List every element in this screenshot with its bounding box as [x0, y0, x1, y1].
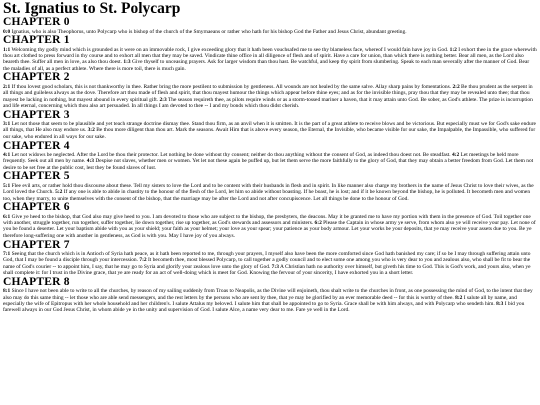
verse-text: A Christian hath no authority over himself, but giveth his time to God. This is God's work, and yours also, when ye shall complete it: for I trust in the Divine grace, that ye are ready for an act of well-doing which is meet for God. Knowing the fervour of your sincerity, I have exhorted you in a short letter.	[3, 263, 531, 276]
verse-text: It becometh thee, most blessed Polycarp, to call together a godly council and to elect some one among you who is very dear to you and zealous also, who shall be fit to bear the name of God's courier -- to appoint him, I say, that he may go to Syria and glorify your zealous love unto the glory of God.	[3, 257, 531, 270]
chapter-section	[3, 171, 537, 201]
verse-text: Please the Captain in whose army ye serve, from whom also ye will receive your pay. Let none of you be found a deserter. Let your baptism abide with you as your shield; your faith as your helmet; your love as your spear; your patience as your body armour. Let your works be your deposits, that ye may receive your assets due to you. Be ye therefore long-suffering one with another in gentleness, as God is with you. May I have joy of you always.	[3, 220, 536, 239]
chapter-text	[3, 251, 537, 276]
verse-text: Be thou more diligent than thou art. Mark the seasons. Await Him that is above every season, the Eternal, the Invisible, who became visible for our sake, the Impalpable, the Impassible, who suffered for our sake, who endured in all ways for our sake.	[3, 127, 536, 140]
verse-text: Be thou prudent as the serpent in all things and guileless always as the dove. Therefore art thou made of flesh and spirit, that thou mayest humour the things which appear before thine eyes; and as for the invisible things, pray thou that they may be revealed unto thee; that thou mayest be lacking in nothing, but mayest abound in every spiritual gift.	[3, 83, 533, 103]
chapter-text	[3, 47, 537, 72]
chapter-heading: CHAPTER 2	[3, 71, 70, 84]
verse-text: Since I have not been able to write to all the churches, by reason of my sailing suddenly from Troas to Neapolis, as the Divine will enjoineth, thou shalt write to the churches in front, as one possessing the mind of God, to the intent that they also may do this same thing -- let those who are able send messengers, and the rest letters by the persons who are sent by thee, that ye may be glorified by an ever memorable deed -- for this is worthy of thee.	[3, 288, 533, 301]
chapter-list	[3, 17, 537, 313]
chapter-section	[3, 35, 537, 72]
verse-text: I bid you farewell always in our God Jesus Christ, in whom abide ye in the unity and supervision of God. I salute Alce, a name very dear to me. Fare ye well in the Lord.	[3, 300, 525, 314]
chapter-text	[3, 183, 537, 202]
verse-text: Flee evil arts, or rather hold thou discourse about these. Tell my sisters to love the Lord and to be content with their husbands in flesh and in spirit. In like manner also charge my brothers in the name of Jesus Christ to love their wives, as the Lord loved the Church.	[3, 182, 534, 196]
verse-number: 1:3	[123, 59, 131, 66]
verse-number: 5:2	[55, 189, 63, 196]
verse-text: Seeing that the church which is in Antioch of Syria hath peace, as it hath been reported to me, through your prayers, I myself also have been the more comforted since God hath banished my care; if so be I may through suffering attain unto God, that I may be found a disciple through your intercession.	[3, 251, 531, 264]
verse-number: 8:2	[455, 294, 463, 301]
verse-text: If any one is able to abide in chastity to the honour of the flesh of the Lord, let him so abide without boasting. If he boast, he is lost; and if it be known beyond the bishop, he is polluted. It becometh men and women too, when they marry, to unite themselves with the consent of the bishop, that the marriage may be after the Lord and not after concupiscence. Let all things be done to the honour of God.	[3, 189, 531, 202]
chapter-heading: CHAPTER 3	[3, 108, 70, 121]
verse-number: 7:1	[3, 251, 11, 258]
chapter-text	[3, 29, 537, 35]
chapter-text	[3, 152, 537, 171]
verse-text: The season requireth thee, as pilots require winds or as a storm-tossed mariner a haven, that it may attain unto God. Be sober, as God's athlete. The prize is incorruption and life eternal, concerning which thou also art persuaded. In all things I am devoted to thee -- I and my bonds which thou didst cherish.	[3, 96, 533, 109]
verse-number: 7:3	[271, 263, 279, 270]
chapter-text	[3, 214, 537, 239]
chapter-section	[3, 17, 537, 35]
verse-number: 4:2	[451, 152, 460, 159]
verse-number: 1:2	[449, 46, 457, 53]
verse-text: Despise not slaves, whether men or women. Yet let not these again be puffed up, but let them serve the more faithfully to the glory of God, that they may obtain a better freedom from God. Let them not desire to be set free at the public cost, lest they be found slaves of lust.	[3, 158, 534, 171]
verse-number: 2:1	[3, 83, 11, 90]
verse-text: If thou lovest good scholars, this is not thankworthy in thee. Rather bring the more pestilent to submission by gentleness. All wounds are not healed by the same salve. Allay sharp pains by fomentations.	[11, 83, 452, 90]
chapter-section	[3, 141, 537, 171]
page-title: St. Ignatius to St. Polycarp	[3, 0, 181, 17]
chapter-heading: CHAPTER 1	[3, 34, 70, 47]
verse-number: 4:3	[86, 158, 95, 165]
chapter-text	[3, 121, 537, 140]
chapter-section	[3, 277, 537, 314]
chapter-section	[3, 240, 537, 277]
verse-number: 4:1	[3, 152, 11, 159]
verse-text: Give ye heed to the bishop, that God also may give heed to you. I am devoted to those who are subject to the bishop, the presbyters, the deacons. May it be granted me to have my portion with them in the presence of God. Toil together one with another, struggle together, run together, suffer together, lie down together, rise up together, as God's stewards and assessors and ministers.	[3, 213, 531, 227]
chapter-heading: CHAPTER 8	[3, 275, 70, 288]
chapter-heading: CHAPTER 0	[3, 16, 70, 28]
chapter-heading: CHAPTER 5	[3, 170, 70, 183]
verse-number: 1:1	[3, 46, 11, 53]
chapter-text	[3, 84, 537, 109]
verse-number: 0:0	[3, 28, 11, 35]
chapter-text	[3, 288, 537, 313]
verse-text: Let not those that seem to be plausible and yet teach strange doctrine dismay thee. Stand thou firm, as an anvil when it is smitten. It is the part of a great athlete to receive blows and be victorious. But especially must we for God's sake endure all things, that He also may endure us.	[3, 121, 536, 134]
verse-text: I salute all by name, and especially the wife of Epitropus with her whole household and her children's. I salute Attalus my beloved. I salute him that shall be appointed to go to Syria. Grace shall be with him always, and with Polycarp who sendeth him.	[3, 294, 517, 307]
verse-text: Let not widows be neglected. After the Lord be thou their protector. Let nothing be done without thy consent; neither do thou anything without the consent of God, as indeed thou doest not. Be steadfast.	[11, 152, 451, 159]
verse-text: Let meetings be held more frequently. Seek out all men by name.	[3, 152, 519, 165]
chapter-heading: CHAPTER 6	[3, 201, 70, 214]
chapter-section	[3, 202, 537, 239]
verse-number: 5:1	[3, 182, 11, 189]
verse-number: 3:2	[87, 127, 95, 134]
verse-text: Ignatius, who is also Theophorus, unto Polycarp who is bishop of the church of the Smyrnaeans or rather who hath for his bishop God the Father and Jesus Christ, abundant greeting.	[11, 28, 407, 35]
verse-number: 8:1	[3, 288, 11, 295]
verse-text: Give thyself to unceasing prayers. Ask for larger wisdom than thou hast. Be watchful, and keep thy spirit from slumbering. Speak to each man severally after the manner of God. Bear the maladies of all, as a perfect athlete. Where there is more toil, there is much gain.	[3, 59, 530, 72]
chapter-section	[3, 72, 537, 109]
verse-number: 7:2	[139, 257, 147, 264]
verse-text: Welcoming thy godly mind which is grounded as it were on an immovable rock, I give exceeding glory that it hath been vouchsafed me to see thy blameless face, whereof I would fain have joy in God.	[11, 46, 449, 53]
verse-number: 2:2	[452, 83, 460, 90]
verse-number: 3:1	[3, 121, 11, 128]
chapter-section	[3, 110, 537, 140]
verse-number: 2:3	[159, 96, 167, 103]
verse-number: 6:1	[3, 213, 11, 220]
verse-number: 8:3	[496, 300, 504, 307]
chapter-heading: CHAPTER 4	[3, 139, 70, 152]
verse-text: I exhort thee in the grace wherewith thou art clothed to press forward in thy course and to exhort all men that they may be saved. Vindicate thine office in all diligence of flesh and of spirit. Have a care for union, than which there is nothing better. Bear all men, as the Lord also beareth thee. Suffer all men in love, as also thou doest.	[3, 46, 537, 66]
verse-number: 6:2	[314, 220, 322, 227]
chapter-heading: CHAPTER 7	[3, 238, 70, 251]
